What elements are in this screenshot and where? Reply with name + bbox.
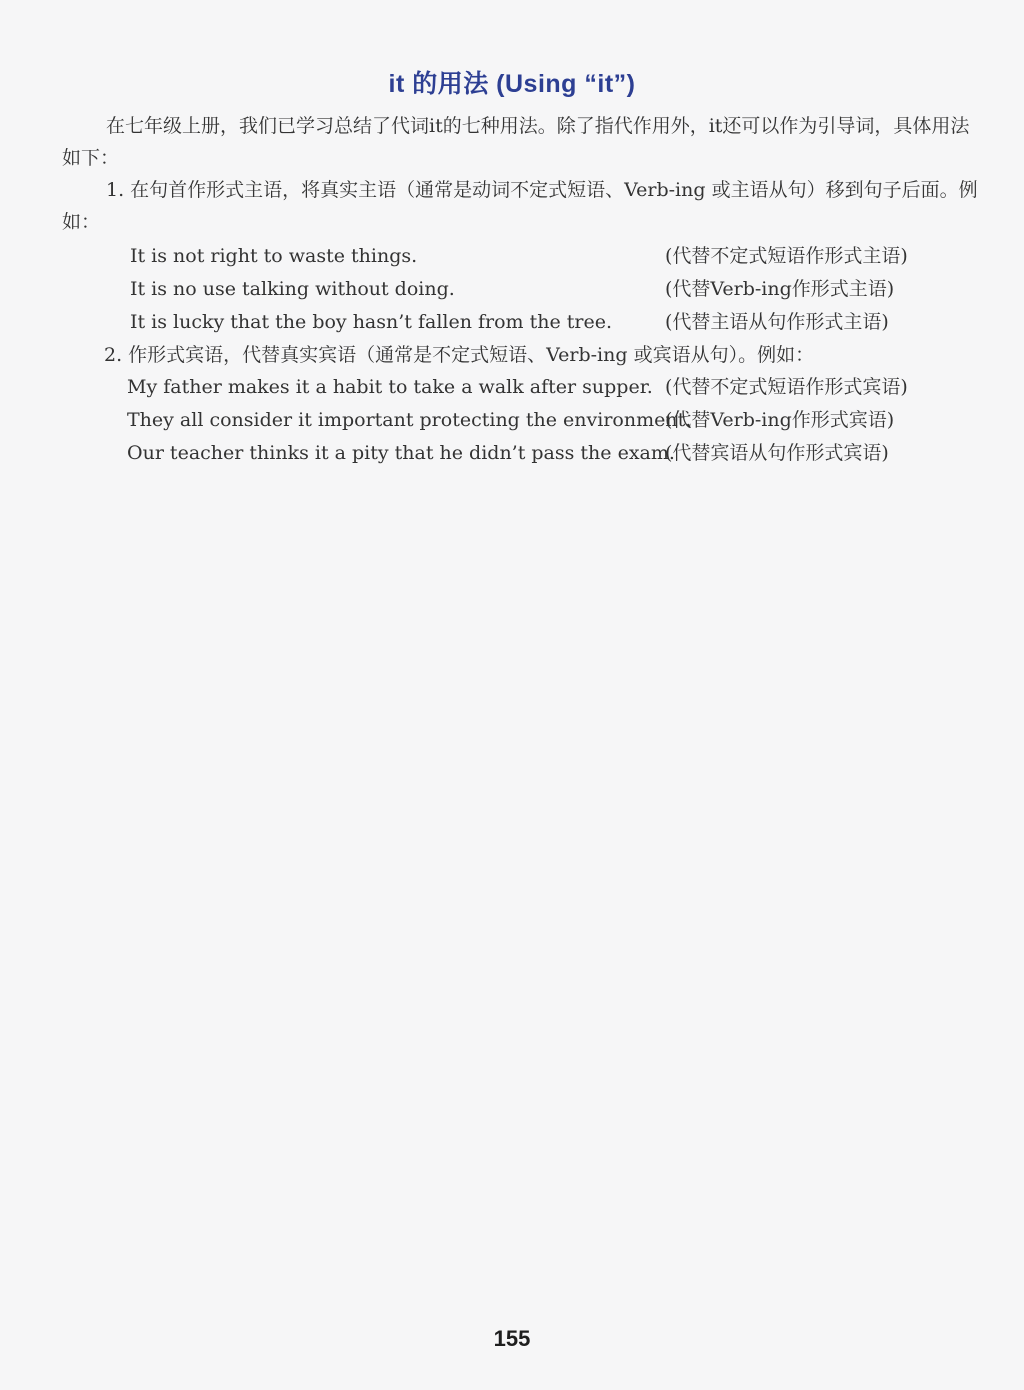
example-note: (代替不定式短语作形式主语) [665,245,908,267]
intro-paragraph: 在七年级上册，我们已学习总结了代词it的七种用法。除了指代作用外，it还可以作为引导词，具体用法如下： [62,115,970,169]
example-note: (代替宾语从句作形式宾语) [665,442,889,464]
point-2-paragraph: 2. 作形式宾语，代替真实宾语（通常是不定式短语、Verb-ing 或宾语从句）。例如： [104,344,815,366]
point-1-paragraph: 1. 在句首作形式主语，将真实主语（通常是动词不定式短语、Verb-ing 或主语从句）移到句子后面。例如： [62,179,978,233]
page-title: it 的用法 (Using “it”) [388,70,636,98]
example-note: (代替不定式短语作形式宾语) [665,376,908,398]
example-sentence: They all consider it important protecting the environment. [127,409,692,431]
example-sentence: It is no use talking without doing. [130,278,455,300]
page-number: 155 [493,1326,531,1351]
example-note: (代替Verb-ing作形式主语) [665,278,895,300]
example-sentence: It is not right to waste things. [130,245,418,267]
example-sentence: Our teacher thinks it a pity that he didn’t pass the exam. [127,442,675,464]
example-note: (代替Verb-ing作形式宾语) [665,409,895,431]
example-note: (代替主语从句作形式主语) [665,311,889,333]
example-sentence: My father makes it a habit to take a walk after supper. [127,376,653,398]
example-sentence: It is lucky that the boy hasn’t fallen from the tree. [130,311,613,333]
